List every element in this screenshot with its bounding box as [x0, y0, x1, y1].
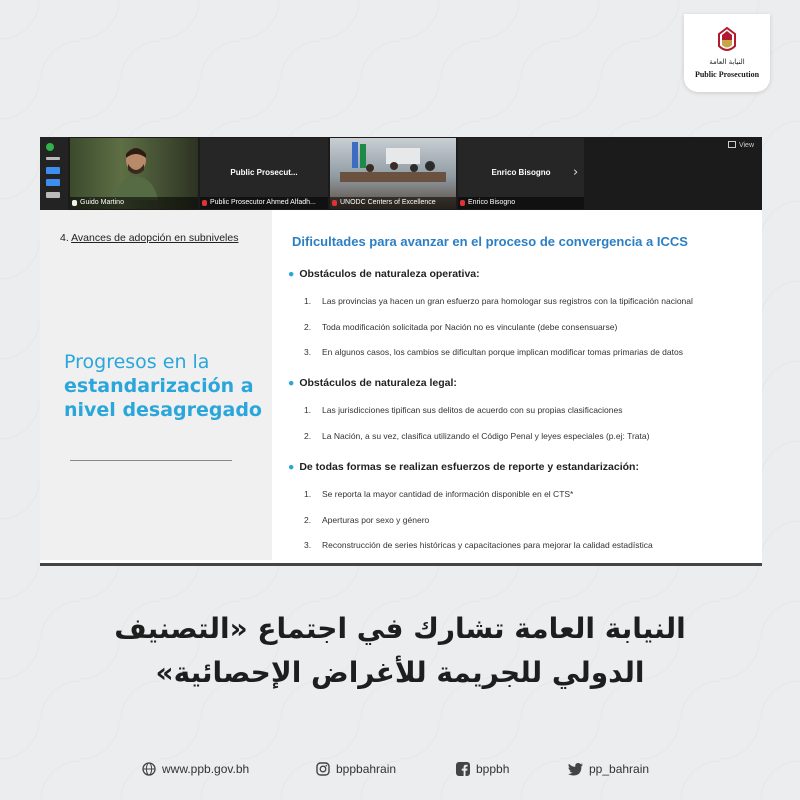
left-title-line-1: Progresos en la: [64, 351, 210, 373]
bullet-icon: ●: [288, 461, 295, 473]
list-item: 2. Toda modificación solicitada por Nación no es vinculante (debe consensuarse): [304, 322, 618, 332]
gallery-view-icon[interactable]: [46, 179, 60, 186]
speaker-view-icon[interactable]: [46, 167, 60, 174]
bullet-icon: ●: [288, 377, 295, 389]
muted-microphone-icon: [460, 200, 465, 206]
footer-instagram[interactable]: bppbahrain: [316, 762, 396, 776]
slide-heading: Dificultades para avanzar en el proceso de convergencia a ICCS: [292, 234, 688, 249]
zoom-side-controls: [40, 137, 68, 210]
participant-name: UNODC Centers of Excellence: [330, 197, 456, 209]
muted-microphone-icon: [332, 200, 337, 206]
emblem-icon: [716, 26, 738, 54]
zoom-participant-bar: [40, 137, 762, 210]
view-grid-icon: [728, 141, 736, 148]
list-item: 3. En algunos casos, los cambios se dificultan porque implican modificar tomas primarias de datos: [304, 347, 683, 357]
divider: [70, 460, 232, 461]
security-shield-icon[interactable]: [46, 143, 54, 151]
list-item: 3. Reconstrucción de series históricas y capacitaciones para mejorar la calidad estadística: [304, 540, 653, 550]
left-title-line-3: nivel desagregado: [64, 399, 262, 421]
grid-icon[interactable]: [46, 192, 60, 198]
participant-name: Enrico Bisogno: [458, 197, 584, 209]
slide-right-panel: [272, 210, 762, 560]
participant-title: Enrico Bisogno: [491, 168, 551, 177]
facebook-icon: [456, 762, 470, 776]
section-title: ● De todas formas se realizan esfuerzos de reporte y estandarización:: [288, 461, 639, 473]
shared-screen: [40, 137, 762, 566]
participant-tile-2[interactable]: [200, 138, 328, 209]
section-title: ● Obstáculos de naturaleza legal:: [288, 377, 457, 389]
participant-tile-4[interactable]: [458, 138, 584, 209]
logo-arabic-text: النيابة العامة: [709, 58, 745, 66]
list-item: 1. Las jurisdicciones tipifican sus delitos de acuerdo con su propias clasificaciones: [304, 405, 623, 415]
conference-room-video: [330, 138, 456, 196]
footer-website[interactable]: www.ppb.gov.bh: [142, 762, 249, 776]
list-item: 2. Aperturas por sexo y género: [304, 515, 430, 525]
list-item: 1. Se reporta la mayor cantidad de información disponible en el CTS*: [304, 489, 574, 499]
chevron-right-icon[interactable]: ›: [573, 165, 579, 180]
list-item: 1. Las provincias ya hacen un gran esfuerzo para homologar sus registros con la tipificación nacional: [304, 296, 693, 306]
caption-line-2: الدولي للجريمة للأغراض الإحصائية»: [155, 656, 645, 689]
participant-tile-1[interactable]: [70, 138, 198, 209]
caption-line-1: النيابة العامة تشارك في اجتماع «التصنيف: [114, 612, 686, 645]
participant-tile-3[interactable]: [330, 138, 456, 209]
bullet-icon: ●: [288, 268, 295, 280]
footer-twitter[interactable]: pp_bahrain: [568, 762, 649, 776]
globe-icon: [142, 762, 156, 776]
left-title-line-2: estandarización a: [64, 375, 254, 397]
view-button[interactable]: View: [728, 141, 754, 149]
participant-title: Public Prosecut...: [230, 168, 298, 177]
participant-video: [114, 144, 158, 200]
twitter-icon: [568, 763, 583, 776]
microphone-icon: [72, 200, 77, 206]
instagram-icon: [316, 762, 330, 776]
list-item: 2. La Nación, a su vez, clasifica utilizando el Código Penal y leyes especiales (p.ej: Trata): [304, 431, 650, 441]
slide-left-panel: [40, 210, 272, 560]
section-title: ● Obstáculos de naturaleza operativa:: [288, 268, 480, 280]
public-prosecution-logo: [684, 14, 770, 92]
participant-name: Guido Martino: [70, 197, 198, 209]
logo-english-text: Public Prosecution: [694, 70, 760, 79]
muted-microphone-icon: [202, 200, 207, 206]
participant-name: Public Prosecutor Ahmed Alfadh...: [200, 197, 328, 209]
menu-icon[interactable]: [46, 157, 60, 160]
footer-facebook[interactable]: bppbh: [456, 762, 509, 776]
section-subtitle: 4. Avances de adopción en subniveles: [60, 232, 239, 244]
